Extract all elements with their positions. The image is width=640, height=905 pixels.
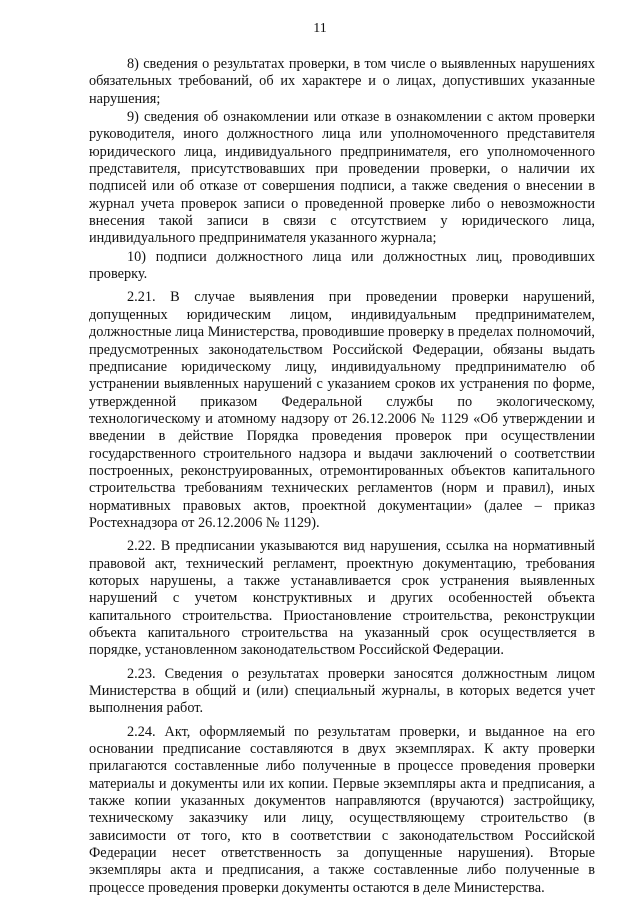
list-item-10: 10) подписи должностного лица или должностных лиц, проводивших проверку.: [89, 248, 595, 283]
list-item-9: 9) сведения об ознакомлении или отказе в ознакомлении с актом проверки руководителя, иного должностного лица или уполномоченного представителя юридического лица, индивидуального предпринимателя, его уполномоченного представителя, присутствовавших при проведении проверки, о наличии их подписей или об отказе от совершения подписи, а также сведения о внесении в журнал учета проверок записи о проведенной проверке либо о невозможности внесения такой записи в связи с отсутствием у юридического лица, индивидуального предпринимателя указанного журнала;: [89, 109, 595, 247]
list-item-8: 8) сведения о результатах проверки, в том числе о выявленных нарушениях обязательных требований, об их характере и о лицах, допустивших указанные нарушения;: [89, 56, 595, 107]
document-body: [89, 56, 595, 903]
clause-2-22: 2.22. В предписании указываются вид нарушения, ссылка на нормативный правовой акт, технический регламент, проектную документацию, требования которых нарушены, а также устанавливается срок устранения выявленных нарушений с учетом конструктивных и других особенностей объекта капитального строительства. Приостановление строительства, реконструкции объекта капитального строительства на указанный срок осуществляется в порядке, установленном законодательством Российской Федерации.: [89, 538, 595, 659]
clause-2-24: 2.24. Акт, оформляемый по результатам проверки, и выданное на его основании предписание составляются в двух экземплярах. К акту проверки прилагаются составленные либо полученные в процессе проведения проверки материалы и документы или их копии. Первые экземпляры акта и предписания, а также копии указанных документов направляются (вручаются) застройщику, техническому заказчику или лицу, осуществляющему строительство (в зависимости от того, кто в соответствии с законодательством Российской Федерации несет ответственность за допущенные нарушения). Вторые экземпляры акта и предписания, а также составленные либо полученные в процессе проведения проверки документы остаются в деле Министерства.: [89, 723, 595, 896]
clause-2-23: 2.23. Сведения о результатах проверки заносятся должностным лицом Министерства в общий и (или) специальный журналы, в которых ведется учет выполнения работ.: [89, 665, 595, 717]
clause-2-21: 2.21. В случае выявления при проведении проверки нарушений, допущенных юридическим лицом, индивидуальным предпринимателем, должностные лица Министерства, проводившие проверку в пределах полномочий, предусмотренных законодательством Российской Федерации, обязаны выдать предписание юридическому лицу, индивидуальному предпринимателю об устранении выявленных нарушений с указанием сроков их устранения по форме, утвержденной приказом Федеральной службы по экологическому, технологическому и атомному надзору от 26.12.2006 № 1129 «Об утверждении и введении в действие Порядка проведения проверок при осуществлении государственного строительного надзора и выдачи заключений о соответствии построенных, реконструированных, отремонтированных объектов капитального строительства требованиям технических регламентов (норм и правил), иных нормативных правовых актов, проектной документации» (далее – приказ Ростехнадзора от 26.12.2006 № 1129).: [89, 289, 595, 531]
page-number: 11: [313, 21, 327, 36]
